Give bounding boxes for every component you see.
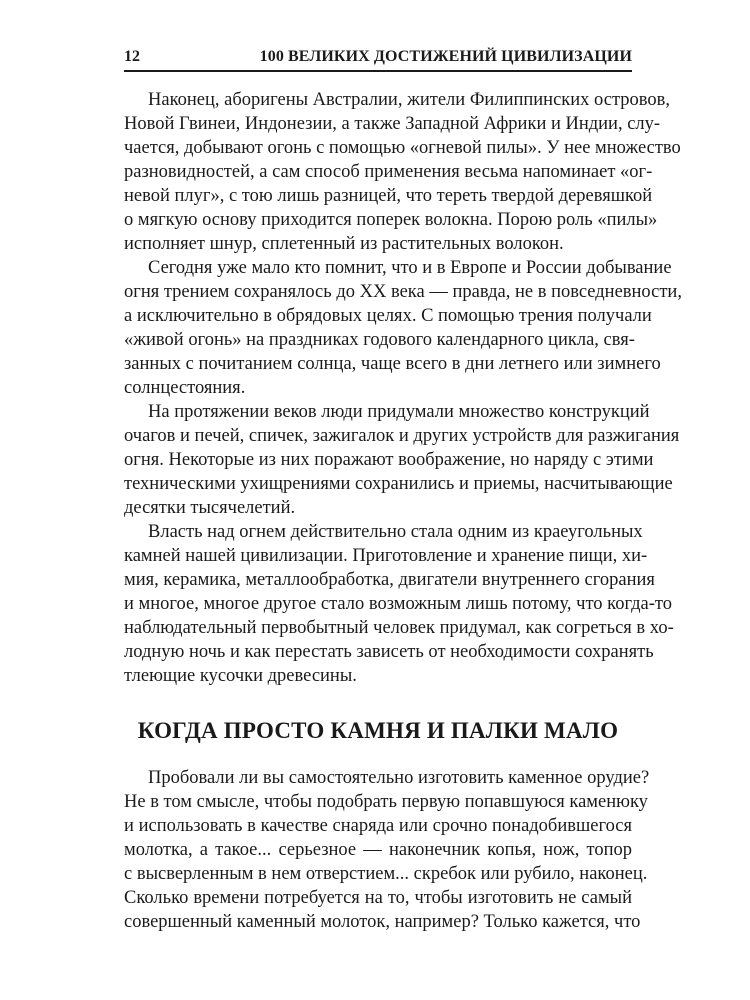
text-line: наблюдательный первобытный человек придумал, как согреться в хо-	[124, 618, 674, 638]
text-line: занных с почитанием солнца, чаще всего в дни летнего или зимнего	[124, 354, 661, 374]
text-line: совершенный каменный молоток, например? Только кажется, что	[124, 912, 641, 932]
text-line: и многое, многое другое стало возможным лишь потому, что когда-то	[124, 594, 672, 614]
text-line: и использовать в качестве снаряда или срочно понадобившегося	[124, 816, 632, 836]
section-heading: КОГДА ПРОСТО КАМНЯ И ПАЛКИ МАЛО	[137, 718, 619, 743]
page-number: 12	[124, 48, 140, 65]
text-line: тлеющие кусочки древесины.	[124, 666, 357, 686]
text-line: На протяжении веков люди придумали множество конструкций	[148, 402, 650, 422]
text-line: молотка, а такое... серьезное — наконечник копья, нож, топор	[124, 840, 632, 860]
text-line: разновидностей, а сам способ применения весьма напоминает «ог-	[124, 162, 653, 182]
paragraph-5	[124, 766, 650, 934]
running-title: 100 ВЕЛИКИХ ДОСТИЖЕНИЙ ЦИВИЛИЗАЦИИ	[259, 48, 632, 65]
paragraph-3	[124, 400, 680, 520]
text-line: лодную ночь и как перестать зависеть от необходимости сохранять	[124, 642, 654, 662]
paragraph-1	[124, 88, 681, 256]
text-line: Не в том смысле, чтобы подобрать первую попавшуюся каменюку	[124, 792, 648, 812]
text-line: Сегодня уже мало кто помнит, что и в Европе и России добывание	[148, 258, 672, 278]
text-line: чается, добывают огонь с помощью «огневой пилы». У нее множество	[124, 138, 681, 158]
running-header	[124, 44, 632, 70]
text-line: Пробовали ли вы самостоятельно изготовить каменное орудие?	[148, 768, 650, 788]
text-line: солнцестояния.	[124, 378, 246, 398]
text-line: Власть над огнем действительно стала одним из краеугольных	[148, 522, 643, 542]
text-line: с высверленным в нем отверстием... скребок или рубило, наконец.	[124, 864, 648, 884]
text-line: мия, керамика, металлообработка, двигатели внутреннего сгорания	[124, 570, 655, 590]
text-line: огня. Некоторые из них поражают воображение, но наряду с этими	[124, 450, 654, 470]
text-line: о мягкую основу приходится поперек волокна. Порою роль «пилы»	[124, 210, 658, 230]
text-line: десятки тысячелетий.	[124, 498, 296, 518]
text-line: техническими ухищрениями сохранились и приемы, насчитывающие	[124, 474, 673, 494]
text-line: исполняет шнур, сплетенный из растительных волокон.	[124, 234, 564, 254]
text-line: а исключительно в обрядовых целях. С помощью трения получали	[124, 306, 652, 326]
paragraph-2	[124, 256, 682, 400]
text-line: Сколько времени потребуется на то, чтобы изготовить не самый	[124, 888, 632, 908]
text-line: Новой Гвинеи, Индонезии, а также Западной Африки и Индии, слу-	[124, 114, 661, 134]
paragraph-4	[124, 520, 674, 688]
page-body	[124, 88, 682, 934]
text-line: очагов и печей, спичек, зажигалок и других устройств для разжигания	[124, 426, 680, 446]
text-line: огня трением сохранялось до XX века — правда, не в повседневности,	[124, 282, 682, 302]
text-line: камней нашей цивилизации. Приготовление и хранение пищи, хи-	[124, 546, 648, 566]
text-line: Наконец, аборигены Австралии, жители Филиппинских островов,	[148, 90, 670, 110]
text-line: «живой огонь» на праздниках годового календарного цикла, свя-	[124, 330, 635, 350]
text-line: невой плуг», с тою лишь разницей, что тереть твердой деревяшкой	[124, 186, 653, 206]
header-rule	[124, 70, 632, 72]
